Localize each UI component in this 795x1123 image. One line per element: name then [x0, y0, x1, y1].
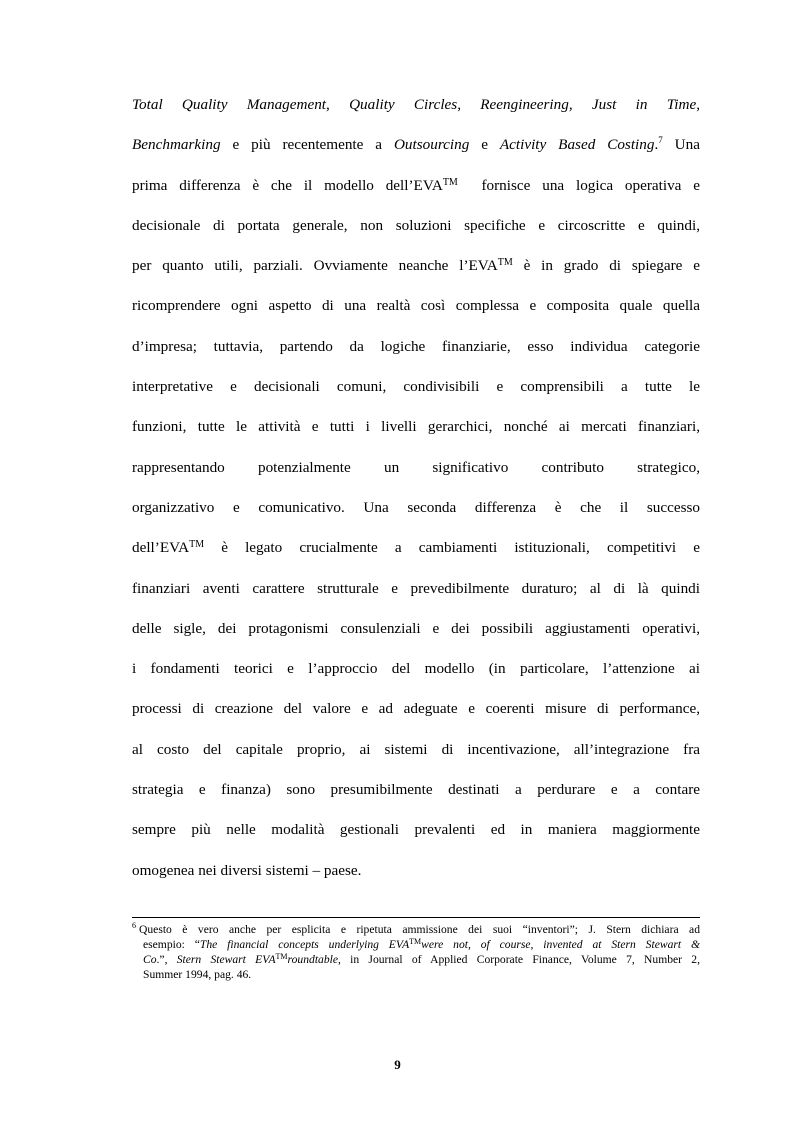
text-line-15: i fondamenti teorici e l’approccio del modello (in particolare, l’attenzione ai — [132, 660, 700, 678]
text-line-19: sempre più nelle modalità gestionali prevalenti ed in maniera maggiormente — [132, 821, 700, 839]
footnote-number: 6 — [132, 921, 136, 930]
footnote-line-2: esempio: “The financial concepts underlying EVA™were not, of course, invented at Stern Stewart & — [143, 937, 700, 951]
text-line-17: al costo del capitale proprio, ai sistemi di incentivazione, all’integrazione fra — [132, 740, 700, 758]
text-line-4: decisionale di portata generale, non soluzioni specifiche e circoscritte e quindi, — [132, 216, 700, 234]
text-line-6: ricomprendere ogni aspetto di una realtà così complessa e composita quale quella — [132, 297, 700, 315]
term-benchmarking: Benchmarking — [132, 136, 221, 154]
text-line-8: interpretative e decisionali comuni, condivisibili e comprensibili a tutte le — [132, 378, 700, 396]
term-just-in-time: Just in Time — [591, 96, 697, 113]
term-quality-circles: Quality Circles — [349, 96, 458, 113]
text-line-18: strategia e finanza) sono presumibilmente destinati a perdurare e a contare — [132, 781, 700, 799]
trademark-mark: TM — [189, 539, 205, 551]
text-line-10: rappresentando potenzialmente un significativo contributo strategico, — [132, 458, 700, 476]
text-line-7: d’impresa; tuttavia, partendo da logiche finanziarie, esso individua categorie — [132, 337, 700, 355]
footnote-line-3: Co.”, Stern Stewart EVA™roundtable, in Journal of Applied Corporate Finance, Volume 7, Number 2, — [143, 952, 700, 966]
term-outsourcing: Outsourcing — [393, 136, 470, 154]
trademark-mark: TM — [497, 257, 513, 269]
footnote-line-4: Summer 1994, pag. 46. — [143, 968, 252, 981]
trademark-mark: TM — [409, 937, 422, 946]
text-line-12: dell’EVA™ è legato crucialmente a cambiamenti istituzionali, competitivi e — [132, 539, 700, 557]
body-paragraph — [132, 92, 700, 898]
trademark-mark: TM — [275, 952, 288, 961]
footnote-line-1: $^6$ Questo è vero anche per esplicita e ripetuta ammissione dei suoi “inventori”; J. Stern dichiara ad — [132, 921, 700, 936]
term-reengineering: Reengineering — [480, 96, 569, 113]
text-line-3: prima differenza è che il modello dell’EVA™ fornisce una logica operativa e — [132, 176, 700, 194]
page-number: 9 — [394, 1057, 401, 1072]
text-line-11: organizzativo e comunicativo. Una seconda differenza è che il successo — [132, 498, 700, 516]
footnote-reference-7: 7 — [658, 135, 663, 146]
term-activity-based-costing: Activity Based Costing — [499, 136, 655, 154]
text-line-1: Total Quality Management, Quality Circles, Reengineering, Just in Time, — [132, 96, 701, 113]
text-line-14: delle sigle, dei protagonismi consulenziali e dei possibili aggiustamenti operativi, — [132, 619, 700, 637]
term-tqm: Total Quality Management — [132, 96, 327, 113]
text-line-13: finanziari aventi carattere strutturale e prevedibilmente duraturo; al di là quindi — [132, 579, 700, 597]
text-line-2: Benchmarking e più recentemente a Outsourcing e Activity Based Costing.$^7$ Una — [132, 135, 700, 154]
text-line-20: omogenea nei diversi sistemi – paese. — [132, 861, 362, 879]
text-line-9: funzioni, tutte le attività e tutti i livelli gerarchici, nonché ai mercati finanziari, — [132, 418, 700, 436]
trademark-mark: TM — [442, 176, 458, 188]
text-line-5: per quanto utili, parziali. Ovviamente neanche l’EVA™ è in grado di spiegare e — [132, 257, 700, 275]
footnote-6 — [132, 922, 700, 982]
footnote-separator — [132, 917, 700, 918]
text-line-16: processi di creazione del valore e ad adeguate e coerenti misure di performance, — [132, 700, 700, 718]
